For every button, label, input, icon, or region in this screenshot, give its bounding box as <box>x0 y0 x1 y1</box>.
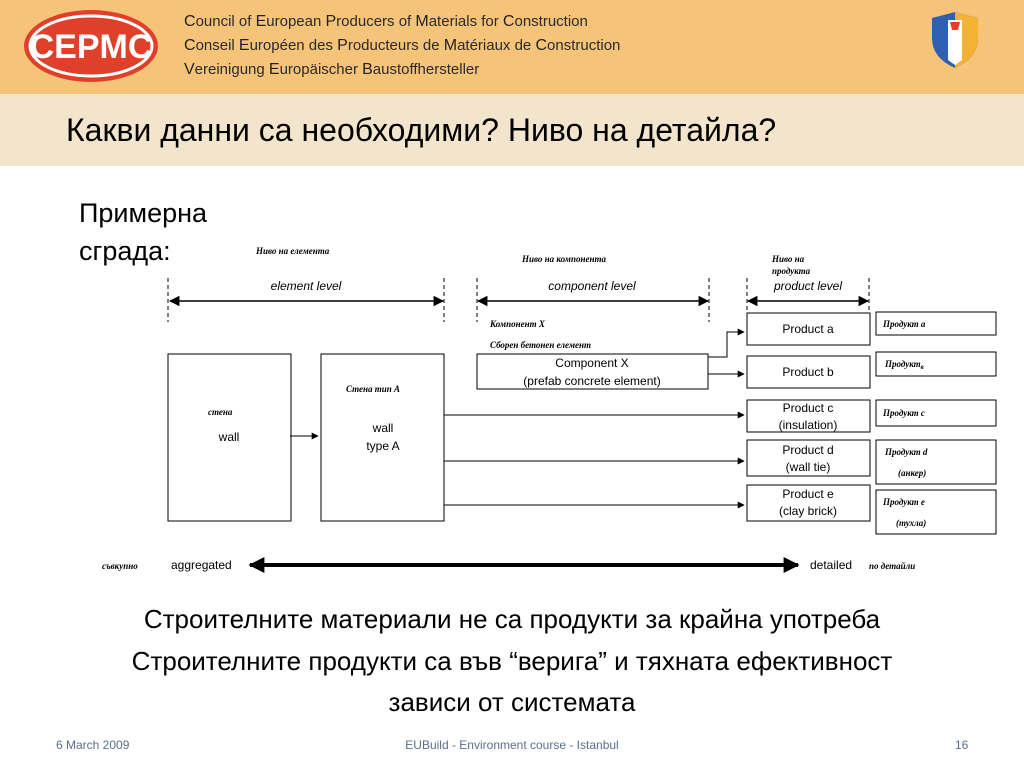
component-bg-label-2: Сборен бетонен елемент <box>490 340 591 350</box>
product-d-label-1: Product d <box>782 443 834 457</box>
org-word: onseil <box>195 37 239 54</box>
product-level-label: product level <box>773 279 843 293</box>
product-e-bg-label-1: Продукт е <box>883 497 925 507</box>
org-word: ouncil of <box>195 13 256 30</box>
wall-type-label-1: wall <box>372 421 394 435</box>
product-a-label: Product a <box>782 322 834 336</box>
svg-text:CEPMC: CEPMC <box>29 28 153 66</box>
example-building-label: Примерна сграда: <box>79 198 208 266</box>
product-b-bg-main: Продукт <box>885 359 921 369</box>
org-initial: C <box>184 13 196 30</box>
scale-left-bg-label: съвкупно <box>102 561 138 571</box>
org-initial: M <box>443 37 458 54</box>
component-bg-label-1: Компонент X <box>490 319 545 329</box>
org-word: austoffhersteller <box>372 61 480 78</box>
org-initial: E <box>238 37 250 54</box>
org-word: aterials for <box>428 13 503 30</box>
component-level-bg-label: Ниво на компонента <box>522 254 606 264</box>
org-initial: V <box>184 61 195 78</box>
component-level-label: component level <box>548 279 636 293</box>
product-level-bg-label: Ниво на продукта <box>772 254 811 276</box>
scale-right-label: detailed <box>810 558 853 572</box>
component-label-1: Component X <box>555 356 629 370</box>
element-level-label: element level <box>270 279 342 293</box>
bullet-line-2: Строителните продукти са във “верига” и тяхната ефективност <box>131 646 893 676</box>
product-b-label: Product b <box>782 365 834 379</box>
product-c-label-2: (insulation) <box>778 418 838 432</box>
footer-date: 6 March 2009 <box>56 738 130 752</box>
product-e-label-2: (clay brick) <box>778 504 838 518</box>
scale-right-bg-label: по детайли <box>869 561 916 571</box>
product-d-bg-label-2: (анкер) <box>898 468 927 478</box>
product-e-bg-label-2: (тухла) <box>896 518 927 528</box>
wall-type-bg-label: Стена тип А <box>346 384 401 394</box>
wall-label: wall <box>218 430 240 444</box>
product-b-bg-sub: в <box>920 363 924 371</box>
bullet-line-3: зависи от системата <box>388 687 636 717</box>
bullet-line-1: Строителните материали не са продукти за крайна употреба <box>143 604 881 634</box>
org-initial: P <box>325 13 337 30</box>
org-word: uropéen des <box>249 37 338 54</box>
wall-bg-label: стена <box>208 407 233 417</box>
slide-title: Какви данни са необходими? Ниво на детайла? <box>66 112 777 148</box>
org-initial: E <box>255 13 267 30</box>
org-initial: C <box>184 37 196 54</box>
product-e-label-1: Product e <box>782 487 834 501</box>
org-word: atériaux de <box>457 37 536 54</box>
product-d-label-2: (wall tie) <box>785 460 831 474</box>
org-initial: E <box>268 61 280 78</box>
org-initial: M <box>415 13 429 30</box>
org-initial: C <box>535 37 548 54</box>
org-initial: B <box>362 61 373 78</box>
product-c-bg-label: Продукт с <box>883 408 925 418</box>
product-d-bg-label-1: Продукт d <box>885 447 928 457</box>
scale-left-label: aggregated <box>171 558 232 572</box>
org-initial: C <box>502 13 515 30</box>
org-initial: P <box>337 37 348 54</box>
org-word: onstruction <box>514 13 588 30</box>
org-word: roducers of <box>336 13 416 30</box>
footer-course: EUBuild - Environment course - Istanbul <box>405 738 619 752</box>
wall-type-box <box>321 354 444 521</box>
element-level-bg-label: Ниво на елемента <box>256 246 330 256</box>
product-c-label-1: Product c <box>782 401 834 415</box>
footer-page-number: 16 <box>955 738 969 752</box>
org-word: uropean <box>266 13 326 30</box>
product-a-bg-label: Продукт а <box>883 319 926 329</box>
org-word: uropäischer <box>279 61 363 78</box>
component-label-2: (prefab concrete element) <box>523 374 661 388</box>
org-word: onstruction <box>547 37 621 54</box>
wall-type-label-2: type A <box>366 439 400 453</box>
org-word: ereinigung <box>194 61 269 78</box>
org-word: roducteurs de <box>347 37 444 54</box>
